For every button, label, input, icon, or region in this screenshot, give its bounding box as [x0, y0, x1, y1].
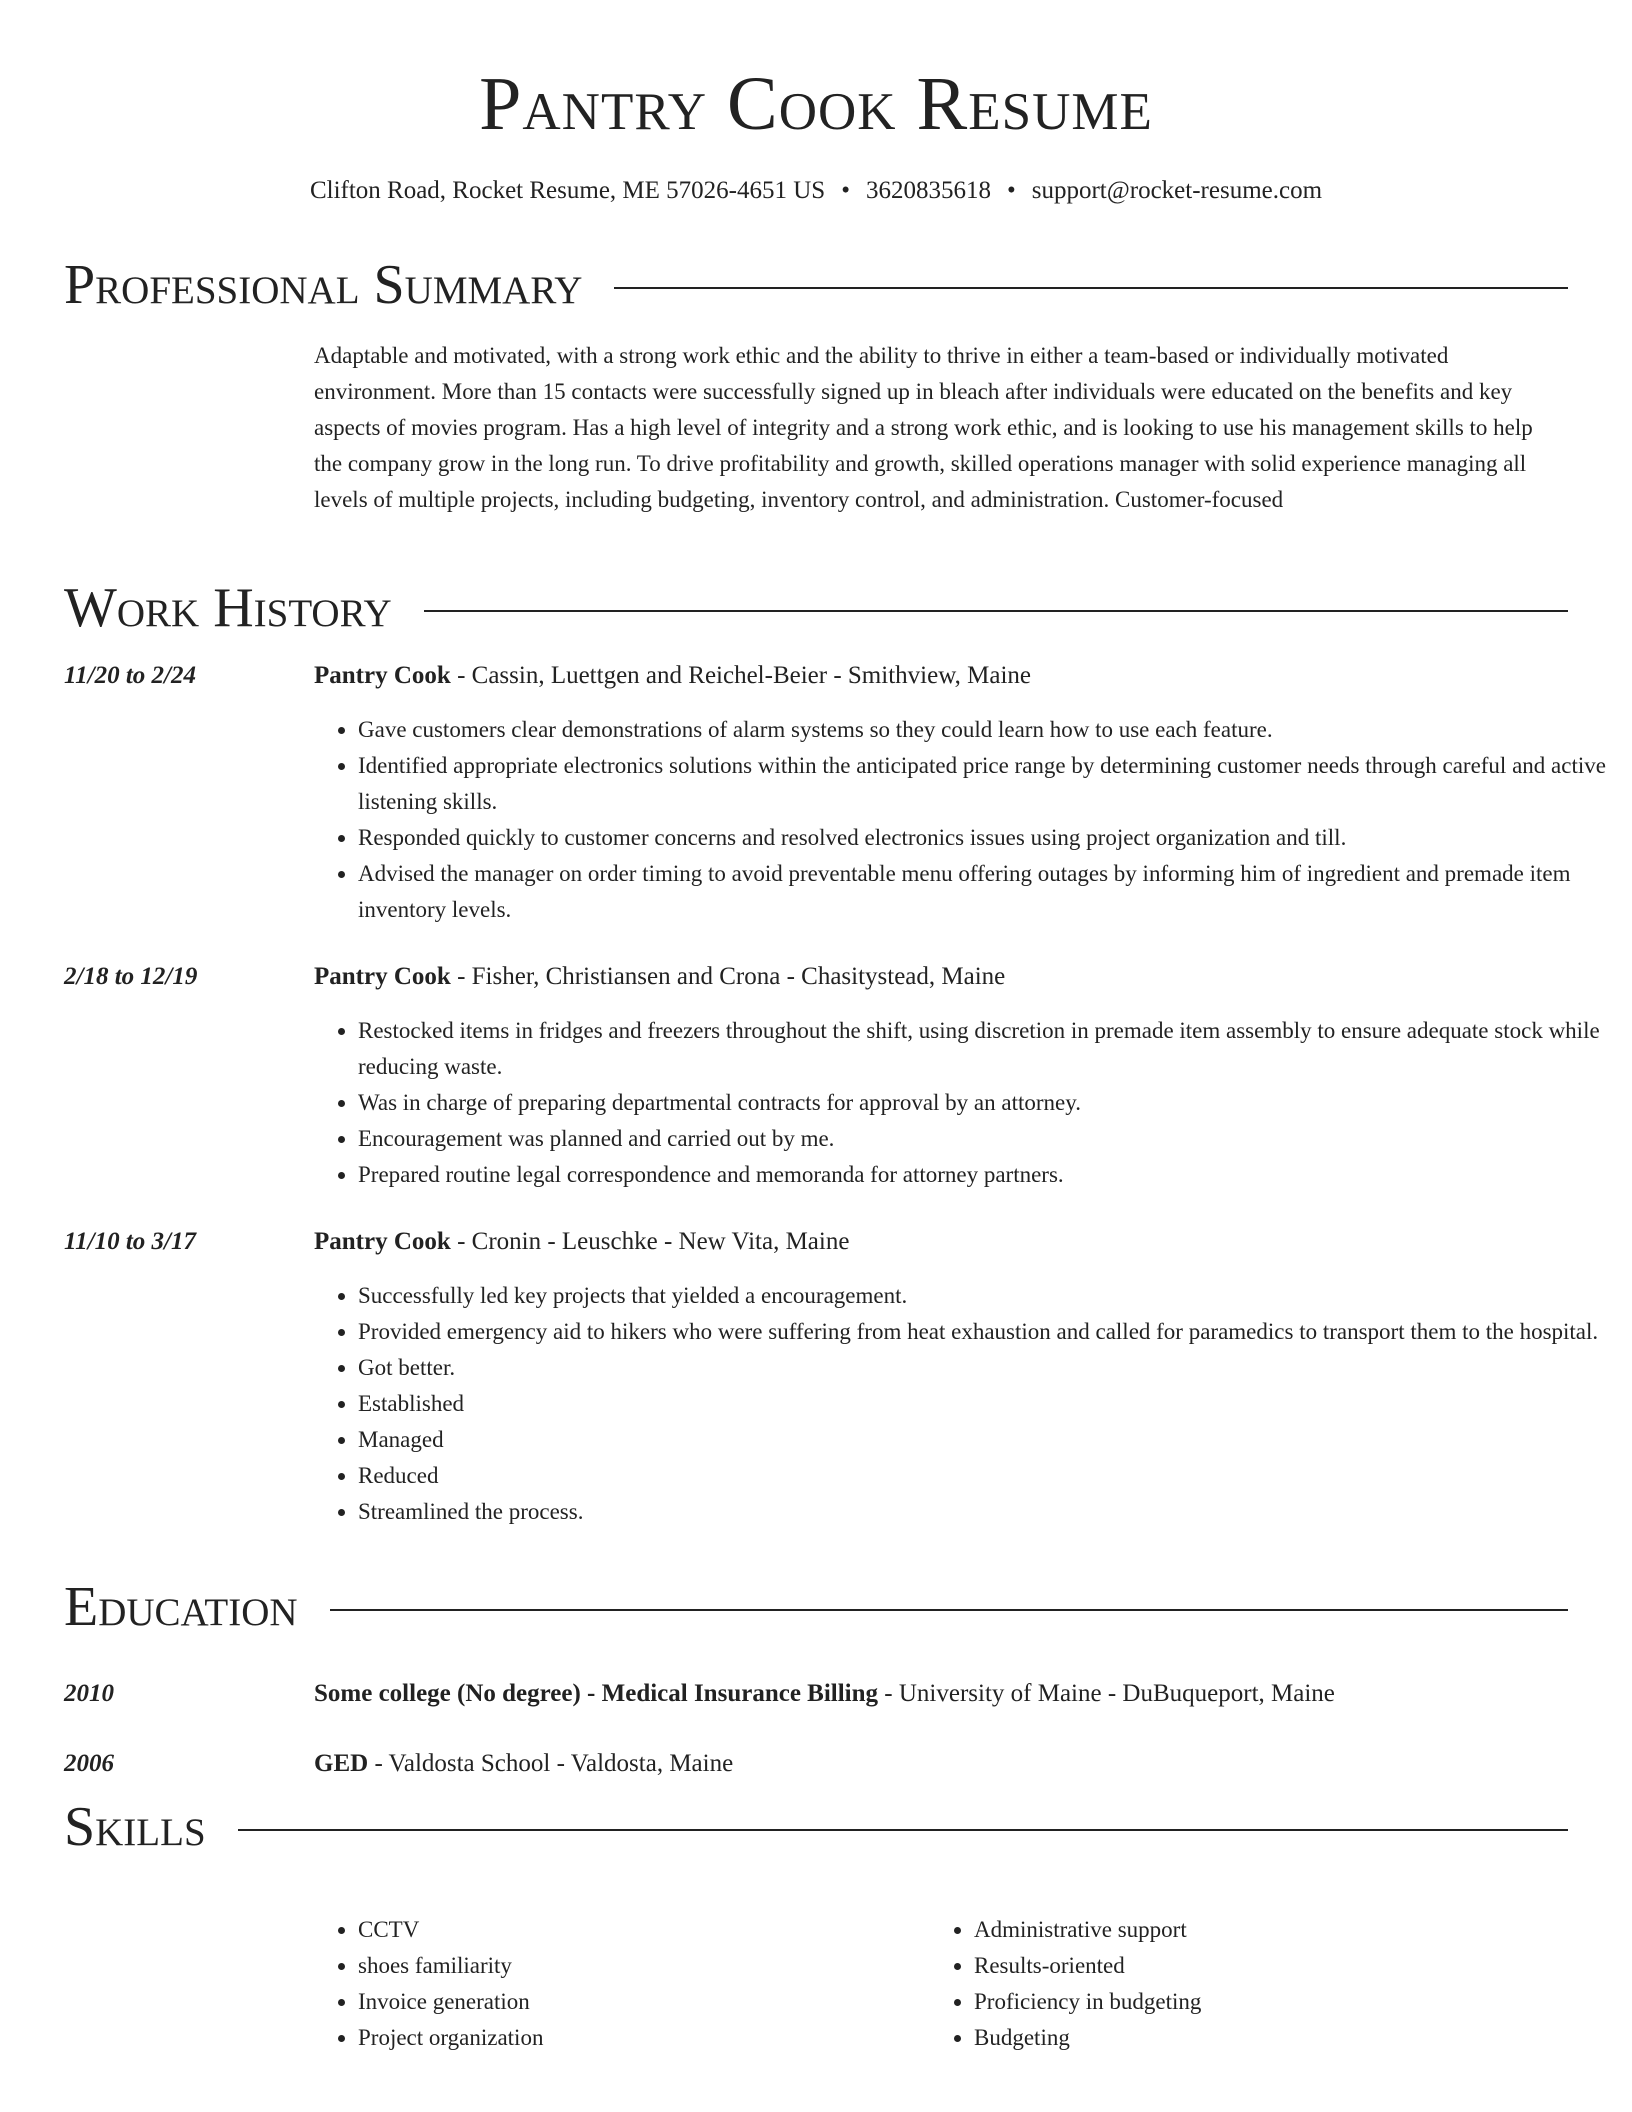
- job-dates: 2/18 to 12/19: [64, 963, 198, 990]
- skill-item: • Results-oriented: [974, 1948, 1574, 1984]
- summary-text: Adaptable and motivated, with a strong work ethic and the ability to thrive in either a team-based or individually motivated environment. More than 15 contacts were successfully signed up in bleach after individuals were educated on the benefits and key aspects of movies program. Has a high level of integrity and a strong work ethic, and is looking to use his management skills to help the company grow in the long run. To drive profitability and growth, skilled operations manager with solid experience managing all levels of multiple projects, including budgeting, inventory control, and administration. Customer-focused: [314, 343, 1533, 512]
- job-bullet: • Managed: [358, 1422, 1612, 1458]
- contact-email: support@rocket-resume.com: [1031, 177, 1323, 204]
- skill-item: • CCTV: [358, 1912, 928, 1948]
- job-bullet: • Provided emergency aid to hikers who were suffering from heat exhaustion and called for paramedics to transport them to the hospital.: [358, 1314, 1612, 1350]
- job-title-line: [314, 959, 1568, 995]
- skills-list-right: [930, 1912, 1574, 2056]
- section-title: Professional Summary: [64, 254, 583, 316]
- job-bullets: [314, 1278, 1612, 1530]
- section-title: Education: [64, 1576, 298, 1638]
- education-year: 2010: [64, 1680, 114, 1707]
- section-header-summary: [64, 252, 1568, 318]
- section-divider: [238, 1829, 1568, 1831]
- contact-phone: 3620835618: [865, 177, 991, 204]
- job-title: Pantry Cook: [314, 662, 451, 689]
- job-bullet: • Restocked items in fridges and freezers throughout the shift, using discretion in premade item assembly to ensure adequate stock while reducing waste.: [358, 1013, 1612, 1085]
- section-divider: [614, 287, 1568, 289]
- section-title: Work History: [64, 577, 392, 639]
- job-bullet: • Encouragement was planned and carried out by me.: [358, 1121, 1612, 1157]
- job-bullet: • Successfully led key projects that yielded a encouragement.: [358, 1278, 1612, 1314]
- resume-name: Pantry Cook Resume: [479, 62, 1153, 146]
- section-divider: [330, 1609, 1568, 1611]
- section-header-work-history: [64, 575, 1568, 641]
- job-bullets: [314, 712, 1612, 928]
- job-bullet: • Prepared routine legal correspondence and memoranda for attorney partners.: [358, 1157, 1612, 1193]
- job-bullet: • Identified appropriate electronics solutions within the anticipated price range by determining customer needs through careful and active listening skills.: [358, 748, 1612, 820]
- skill-item: • Budgeting: [974, 2020, 1574, 2056]
- education-school: - Valdosta School - Valdosta, Maine: [368, 1750, 734, 1777]
- job-bullets: [314, 1013, 1612, 1193]
- education-year: 2006: [64, 1750, 114, 1777]
- job-bullet: • Gave customers clear demonstrations of alarm systems so they could learn how to use each feature.: [358, 712, 1612, 748]
- section-header-education: [64, 1574, 1568, 1640]
- skill-item: • Project organization: [358, 2020, 928, 2056]
- section-title: Skills: [64, 1796, 206, 1858]
- job-title: Pantry Cook: [314, 1228, 451, 1255]
- job-dates: 11/10 to 3/17: [64, 1228, 196, 1255]
- skill-item: • shoes familiarity: [358, 1948, 928, 1984]
- job-employer: - Fisher, Christiansen and Crona - Chasitystead, Maine: [450, 963, 1006, 990]
- job-title-line: [314, 658, 1568, 694]
- contact-separator: •: [1006, 177, 1016, 204]
- education-degree: GED: [314, 1750, 369, 1777]
- contact-separator: •: [841, 177, 850, 204]
- skill-item: • Proficiency in budgeting: [974, 1984, 1574, 2020]
- skill-item: • Administrative support: [974, 1912, 1574, 1948]
- education-title-line: [314, 1676, 1568, 1712]
- education-title-line: [314, 1746, 1568, 1782]
- skills-list-left: [314, 1912, 928, 2056]
- job-employer: - Cassin, Luettgen and Reichel-Beier - Smithview, Maine: [450, 662, 1031, 689]
- section-divider: [424, 610, 1568, 612]
- job-bullet: • Got better.: [358, 1350, 1612, 1386]
- job-dates: 11/20 to 2/24: [64, 662, 196, 689]
- contact-line: [64, 174, 1568, 208]
- job-title-line: [314, 1224, 1568, 1260]
- education-school: - University of Maine - DuBuqueport, Maine: [878, 1680, 1335, 1707]
- education-degree: Some college (No degree) - Medical Insurance Billing: [314, 1680, 879, 1707]
- section-header-skills: [64, 1794, 1568, 1860]
- job-bullet: • Responded quickly to customer concerns and resolved electronics issues using project organization and till.: [358, 820, 1612, 856]
- job-bullet: • Advised the manager on order timing to avoid preventable menu offering outages by informing him of ingredient and premade item inventory levels.: [358, 856, 1612, 928]
- job-bullet: • Was in charge of preparing departmental contracts for approval by an attorney.: [358, 1085, 1612, 1121]
- job-bullet: • Streamlined the process.: [358, 1494, 1612, 1530]
- skill-item: • Invoice generation: [358, 1984, 928, 2020]
- contact-address: Clifton Road, Rocket Resume, ME 57026-4651 US: [309, 177, 826, 204]
- job-bullet: • Established: [358, 1386, 1612, 1422]
- job-title: Pantry Cook: [314, 963, 451, 990]
- job-bullet: • Reduced: [358, 1458, 1612, 1494]
- job-employer: - Cronin - Leuschke - New Vita, Maine: [450, 1228, 850, 1255]
